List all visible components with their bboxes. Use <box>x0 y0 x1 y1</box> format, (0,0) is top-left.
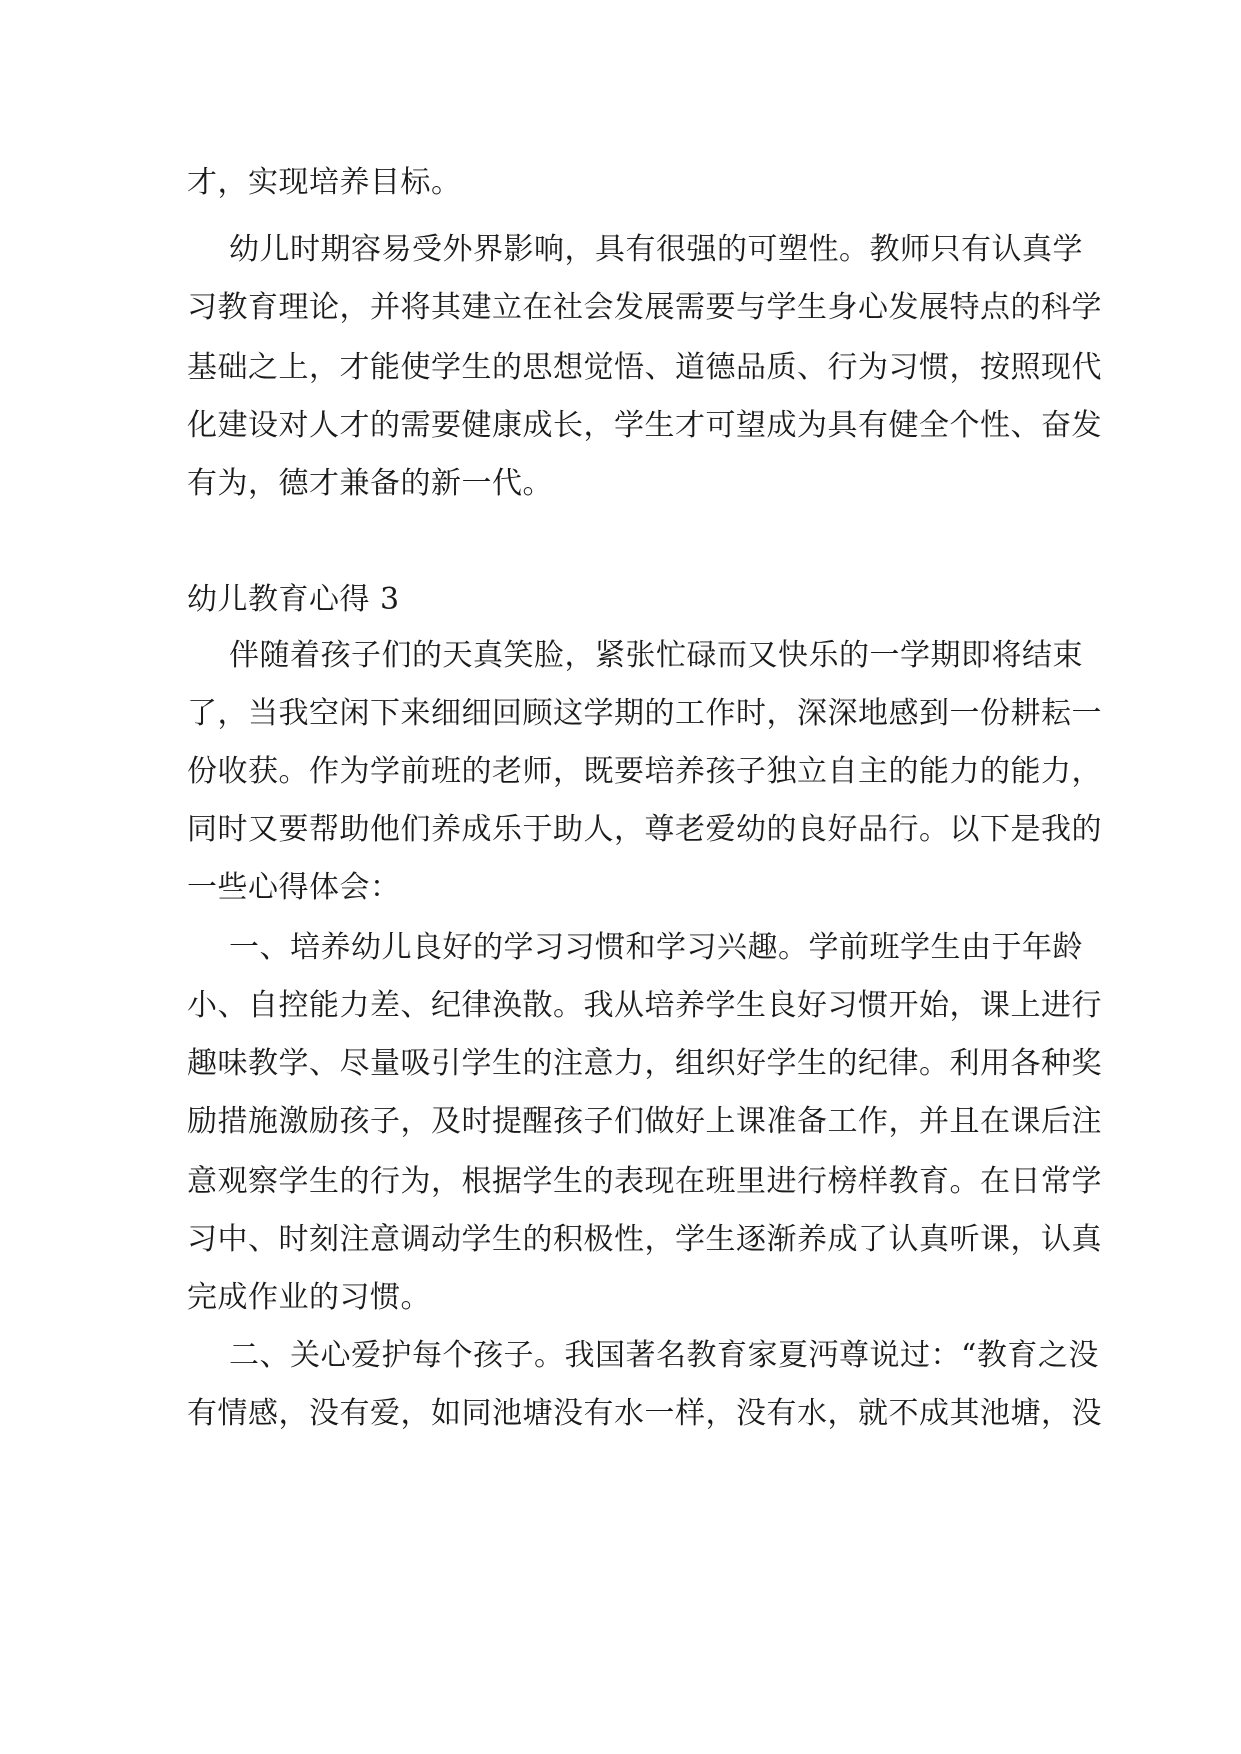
text-line: 习教育理论，并将其建立在社会发展需要与学生身心发展特点的科学 <box>187 290 1102 325</box>
text-line: 化建设对人才的需要健康成长，学生才可望成为具有健全个性、奋发 <box>187 408 1102 443</box>
paragraph-first-line: 幼儿时期容易受外界影响，具有很强的可塑性。教师只有认真学 <box>229 232 1083 267</box>
text-line: 励措施激励孩子，及时提醒孩子们做好上课准备工作，并且在课后注 <box>187 1104 1102 1139</box>
text-line: 份收获。作为学前班的老师，既要培养孩子独立自主的能力的能力， <box>187 754 1102 789</box>
text-line: 意观察学生的行为，根据学生的表现在班里进行榜样教育。在日常学 <box>187 1164 1102 1199</box>
section-heading: 幼儿教育心得 3 <box>187 582 400 617</box>
text-line: 有为，德才兼备的新一代。 <box>187 466 553 501</box>
text-line: 了，当我空闲下来细细回顾这学期的工作时，深深地感到一份耕耘一 <box>187 696 1102 731</box>
text-line: 才，实现培养目标。 <box>187 165 462 200</box>
paragraph-first-line: 一、培养幼儿良好的学习习惯和学习兴趣。学前班学生由于年龄 <box>229 930 1083 965</box>
text-line: 同时又要帮助他们养成乐于助人，尊老爱幼的良好品行。以下是我的 <box>187 812 1102 847</box>
text-line: 基础之上，才能使学生的思想觉悟、道德品质、行为习惯，按照现代 <box>187 350 1102 385</box>
text-line: 有情感，没有爱，如同池塘没有水一样，没有水，就不成其池塘，没 <box>187 1396 1102 1431</box>
text-line: 习中、时刻注意调动学生的积极性，学生逐渐养成了认真听课，认真 <box>187 1222 1102 1257</box>
text-line: 趣味教学、尽量吸引学生的注意力，组织好学生的纪律。利用各种奖 <box>187 1046 1102 1081</box>
text-line: 一些心得体会： <box>187 870 401 905</box>
paragraph-first-line: 伴随着孩子们的天真笑脸，紧张忙碌而又快乐的一学期即将结束 <box>229 638 1083 673</box>
text-line: 小、自控能力差、纪律涣散。我从培养学生良好习惯开始，课上进行 <box>187 988 1102 1023</box>
paragraph-first-line: 二、关心爱护每个孩子。我国著名教育家夏沔尊说过：“教育之没 <box>229 1338 1099 1373</box>
text-line: 完成作业的习惯。 <box>187 1280 431 1315</box>
